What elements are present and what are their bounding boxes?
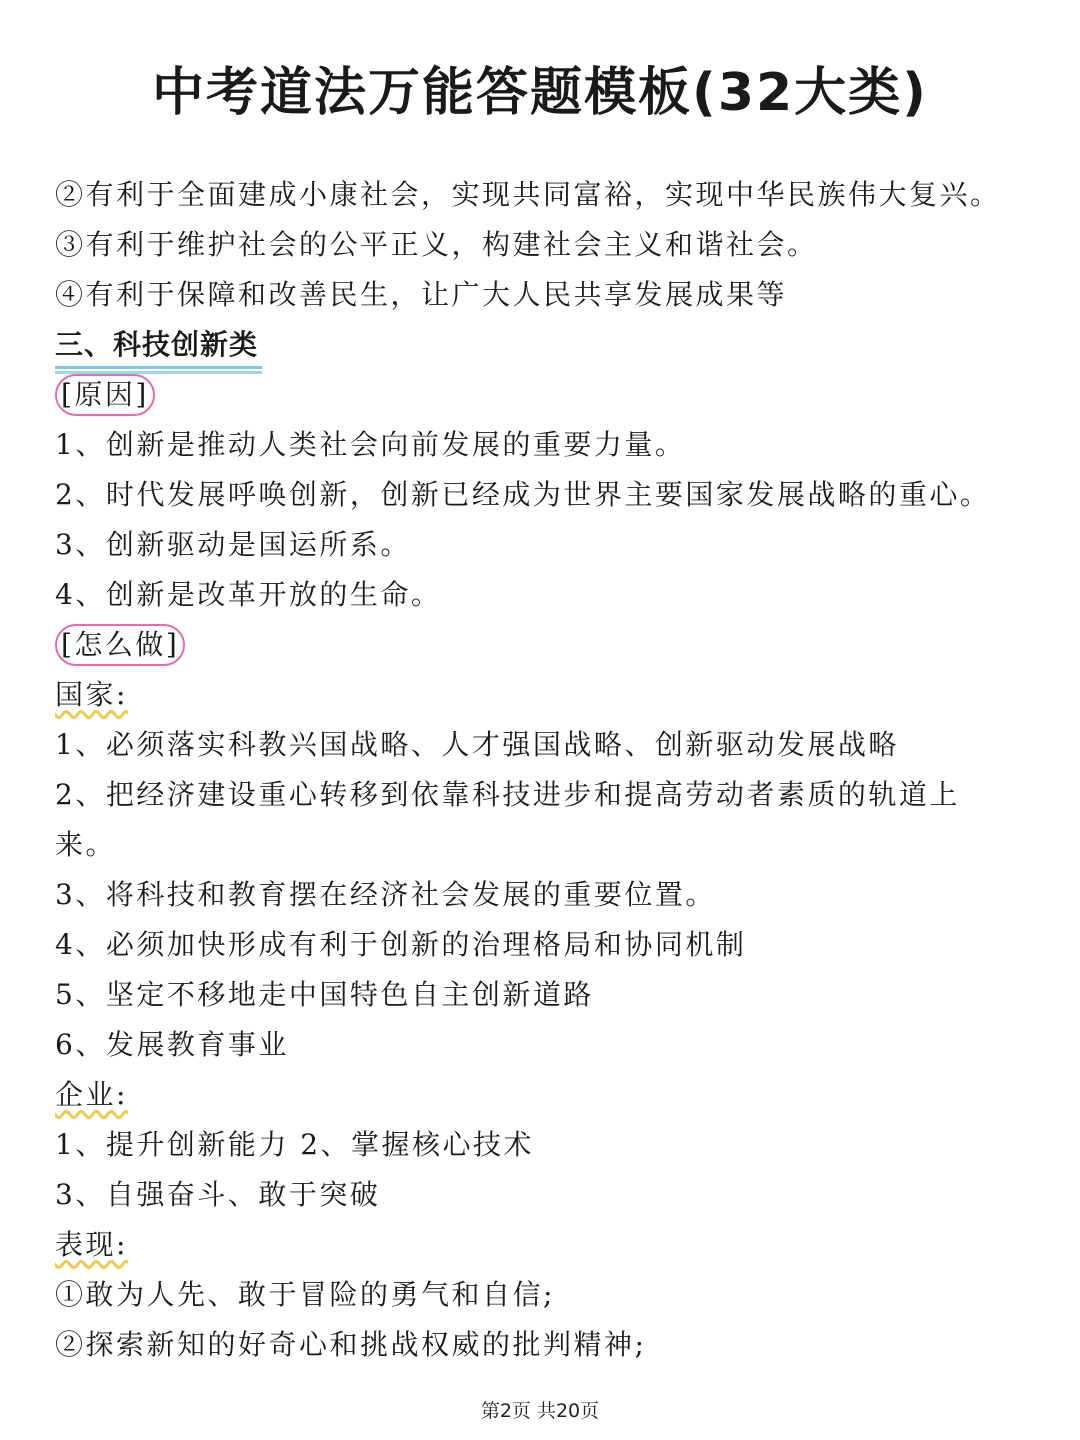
text-line: ④有利于保障和改善民生，让广大人民共享发展成果等 [55,278,788,311]
page-number: 第2页 共20页 [480,1400,600,1422]
section-heading [55,320,1045,370]
page-title: 中考道法万能答题模板(32大类) [152,63,928,123]
enterprise-item: 3、自强奋斗、敢于突破 [55,1178,381,1211]
reason-label: [原因] [55,374,155,416]
reason-item: 1、创新是推动人类社会向前发展的重要力量。 [55,428,686,461]
reason-item: 4、创新是改革开放的生命。 [55,578,442,611]
section-heading-text: 三、科技创新类 [55,323,258,367]
nation-label-row [55,670,1045,720]
performance-item: ②探索新知的好奇心和挑战权威的批判精神; [55,1328,647,1361]
reason-label-row [55,370,1045,420]
nation-item: 1、必须落实科教兴国战略、人才强国战略、创新驱动发展战略 [55,728,899,761]
nation-label: 国家: [55,678,128,711]
performance-item: ①敢为人先、敢于冒险的勇气和自信; [55,1278,555,1311]
howto-label: [怎么做] [55,624,185,666]
performance-label: 表现: [55,1228,128,1261]
enterprise-label: 企业: [55,1078,128,1111]
performance-label-row [55,1220,1045,1270]
document-body [55,170,1045,1370]
enterprise-label-row [55,1070,1045,1120]
enterprise-item: 1、提升创新能力 2、掌握核心技术 [55,1128,535,1161]
nation-item: 3、将科技和教育摆在经济社会发展的重要位置。 [55,878,716,911]
reason-item: 3、创新驱动是国运所系。 [55,528,411,561]
nation-item: 4、必须加快形成有利于创新的治理格局和协同机制 [55,928,747,961]
text-line: ③有利于维护社会的公平正义，构建社会主义和谐社会。 [55,228,818,261]
nation-item: 5、坚定不移地走中国特色自主创新道路 [55,978,594,1011]
nation-item: 来。 [55,828,117,861]
howto-label-row [55,620,1045,670]
reason-item: 2、时代发展呼唤创新，创新已经成为世界主要国家发展战略的重心。 [55,478,991,511]
nation-item: 2、把经济建设重心转移到依靠科技进步和提高劳动者素质的轨道上 [55,778,960,811]
text-line: ②有利于全面建成小康社会，实现共同富裕，实现中华民族伟大复兴。 [55,178,1001,211]
nation-item: 6、发展教育事业 [55,1028,289,1061]
